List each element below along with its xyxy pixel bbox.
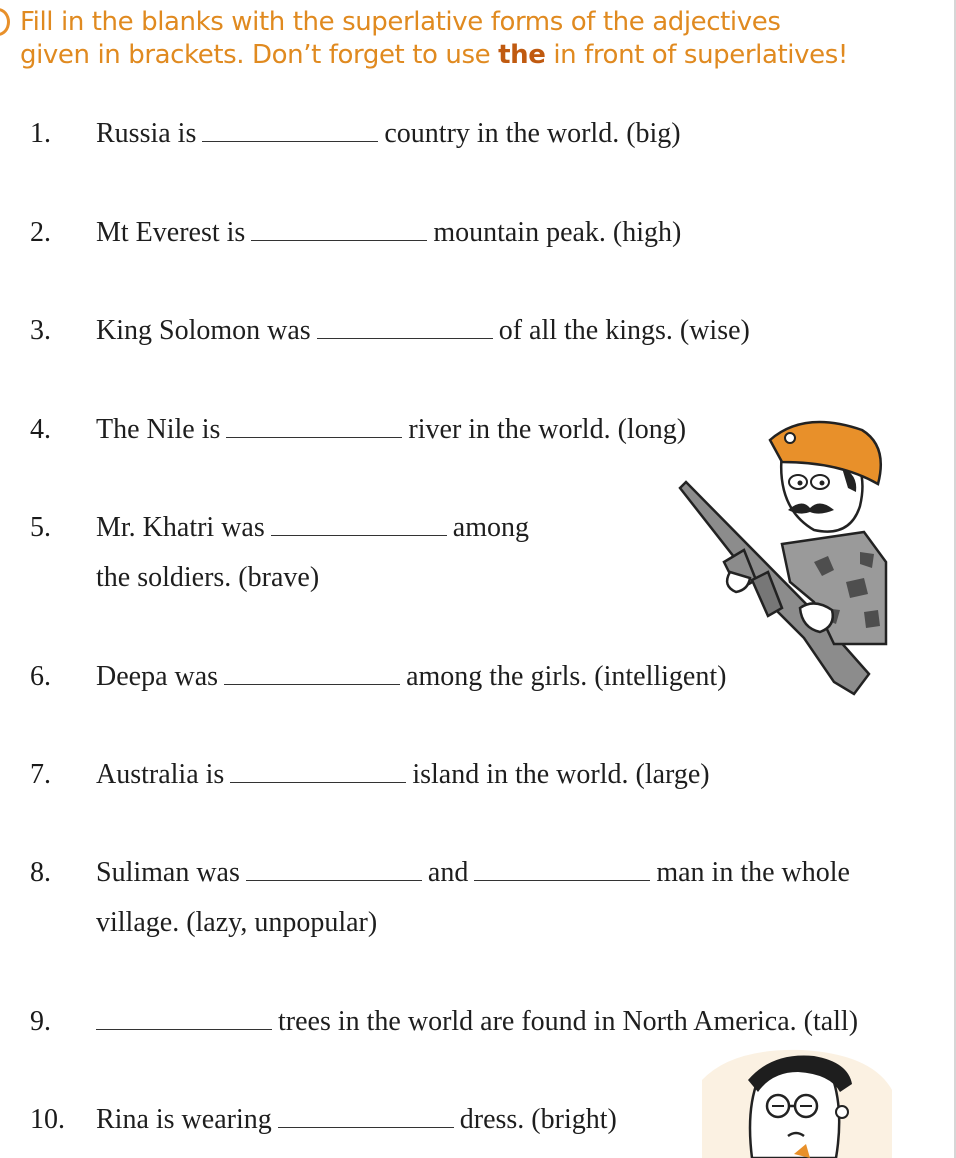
answer-blank[interactable] bbox=[474, 858, 650, 881]
question-text: Mt Everest is bbox=[96, 217, 246, 248]
question-text: Rina is wearing bbox=[96, 1104, 272, 1135]
question-text: Mr. Khatri was bbox=[96, 512, 265, 543]
question-marker-icon bbox=[0, 8, 10, 36]
instructions-line-1: Fill in the blanks with the superlative forms of the adjectives bbox=[20, 7, 781, 37]
instructions-line-2 bbox=[20, 39, 950, 72]
answer-blank[interactable] bbox=[224, 662, 400, 685]
question-7 bbox=[96, 759, 710, 791]
question-text: dress. (bright) bbox=[459, 1104, 617, 1135]
answer-blank[interactable] bbox=[278, 1105, 454, 1128]
question-text: Russia is bbox=[96, 118, 197, 149]
boy-illustration bbox=[702, 1040, 892, 1158]
question-number: 6. bbox=[30, 661, 51, 692]
instructions-text-b: in front of superlatives! bbox=[545, 40, 848, 70]
question-number: 3. bbox=[30, 315, 51, 346]
question-1 bbox=[96, 118, 681, 150]
question-number: 9. bbox=[30, 1006, 51, 1037]
answer-blank[interactable] bbox=[96, 1007, 272, 1030]
question-8 bbox=[96, 857, 850, 889]
question-number: 7. bbox=[30, 759, 51, 790]
question-text: mountain peak. (high) bbox=[433, 217, 682, 248]
question-text: country in the world. (big) bbox=[384, 118, 681, 149]
question-9 bbox=[96, 1006, 858, 1038]
question-text: Australia is bbox=[96, 759, 225, 790]
answer-blank[interactable] bbox=[251, 218, 427, 241]
question-text: river in the world. (long) bbox=[408, 414, 687, 445]
question-number: 4. bbox=[30, 414, 51, 445]
question-2 bbox=[96, 217, 681, 249]
question-number: 1. bbox=[30, 118, 51, 149]
answer-blank[interactable] bbox=[317, 316, 493, 339]
question-text: trees in the world are found in North America. (tall) bbox=[278, 1006, 859, 1037]
question-number: 2. bbox=[30, 217, 51, 248]
answer-blank[interactable] bbox=[226, 415, 402, 438]
question-5 bbox=[96, 512, 529, 544]
answer-blank[interactable] bbox=[230, 760, 406, 783]
question-text: among the girls. (intelligent) bbox=[406, 661, 727, 692]
question-number: 5. bbox=[30, 512, 51, 543]
question-10 bbox=[96, 1104, 617, 1136]
question-text: island in the world. (large) bbox=[412, 759, 710, 790]
question-text: of all the kings. (wise) bbox=[498, 315, 750, 346]
question-8-continued: village. (lazy, unpopular) bbox=[96, 907, 378, 938]
instructions bbox=[20, 6, 950, 72]
question-text: and bbox=[427, 857, 469, 888]
question-text: Deepa was bbox=[96, 661, 219, 692]
instructions-text-a: given in brackets. Don’t forget to use bbox=[20, 40, 499, 70]
question-3 bbox=[96, 315, 750, 347]
question-5-continued: the soldiers. (brave) bbox=[96, 562, 320, 593]
question-text: among bbox=[452, 512, 529, 543]
answer-blank[interactable] bbox=[202, 119, 378, 142]
question-text: King Solomon was bbox=[96, 315, 311, 346]
answer-blank[interactable] bbox=[246, 858, 422, 881]
question-text: Suliman was bbox=[96, 857, 240, 888]
soldier-illustration bbox=[664, 412, 900, 702]
question-6 bbox=[96, 661, 726, 693]
question-number: 10. bbox=[30, 1104, 65, 1135]
instructions-emphasis: the bbox=[498, 40, 546, 70]
question-4 bbox=[96, 414, 686, 446]
answer-blank[interactable] bbox=[271, 513, 447, 536]
question-number: 8. bbox=[30, 857, 51, 888]
question-text: The Nile is bbox=[96, 414, 221, 445]
question-text: man in the whole bbox=[656, 857, 850, 888]
